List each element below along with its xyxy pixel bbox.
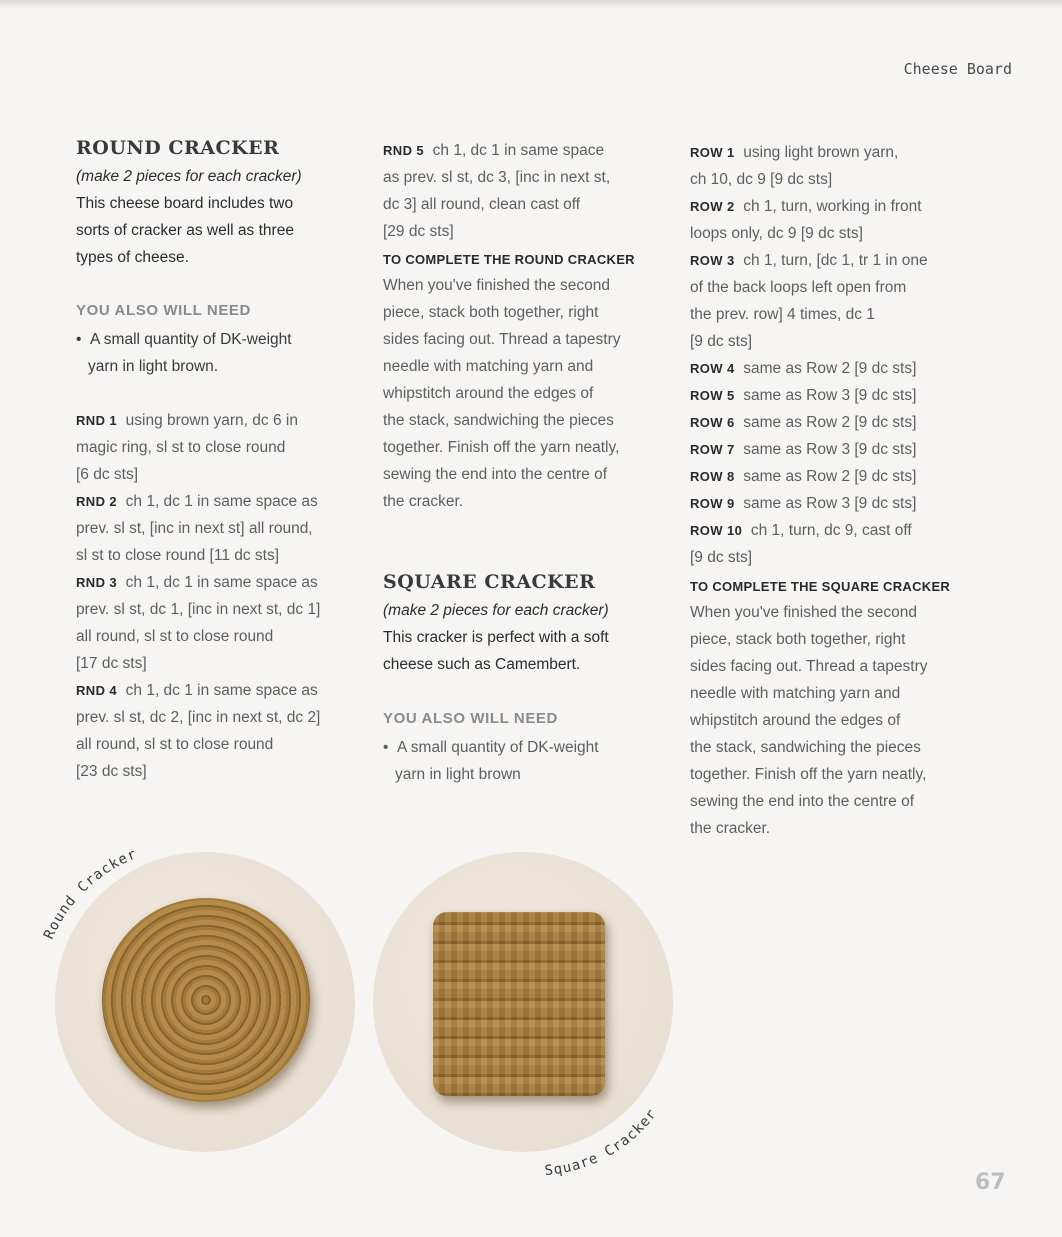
round-need-heading: YOU ALSO WILL NEED <box>76 302 251 319</box>
step-label: ROW 4 <box>690 361 735 376</box>
square-step-2 <box>690 193 922 247</box>
page-number: 67 <box>975 1170 1006 1195</box>
svg-text:Square Cracker <box>544 1106 660 1179</box>
step-text: ch 1, turn, working in front <box>743 198 922 215</box>
step-text: [23 dc sts] <box>76 763 147 780</box>
text-line: the stack, sandwiching the pieces <box>383 412 614 429</box>
step-text: all round, sl st to close round <box>76 736 274 753</box>
text-line: the cracker. <box>690 820 771 837</box>
step-text: ch 1, turn, [dc 1, tr 1 in one <box>743 252 928 269</box>
round-cracker-heading: ROUND CRACKER <box>76 137 280 159</box>
round-cracker-note: (make 2 pieces for each cracker) <box>76 168 302 185</box>
intro-line: This cracker is perfect with a soft <box>383 629 609 646</box>
round-cracker-intro <box>76 163 366 271</box>
round-complete-text <box>383 272 621 515</box>
step-text: loops only, dc 9 [9 dc sts] <box>690 225 863 242</box>
square-cracker-intro <box>383 597 673 678</box>
step-text: [9 dc sts] <box>690 333 753 350</box>
step-label: RND 5 <box>383 143 425 158</box>
step-label: RND 2 <box>76 494 118 509</box>
step-text: same as Row 2 [9 dc sts] <box>743 360 917 377</box>
step-text: prev. sl st, dc 1, [inc in next st, dc 1] <box>76 601 321 618</box>
square-step-10 <box>690 517 912 571</box>
step-text: [17 dc sts] <box>76 655 147 672</box>
step-label: RND 1 <box>76 413 118 428</box>
need-item-line: yarn in light brown. <box>88 358 219 375</box>
round-need-item <box>76 326 366 380</box>
round-step-3 <box>76 569 320 677</box>
step-text: sl st to close round [11 dc sts] <box>76 547 280 564</box>
round-cracker-label-text: Round Cracker <box>40 846 140 942</box>
step-text: ch 1, dc 1 in same space as <box>125 682 318 699</box>
square-cracker-note: (make 2 pieces for each cracker) <box>383 602 609 619</box>
step-text: prev. sl st, [inc in next st] all round, <box>76 520 313 537</box>
round-step-4 <box>76 677 320 785</box>
step-text: ch 1, dc 1 in same space as <box>125 493 318 510</box>
step-text: same as Row 2 [9 dc sts] <box>743 468 917 485</box>
square-need-item <box>383 734 673 788</box>
step-label: ROW 5 <box>690 388 735 403</box>
square-step-6 <box>690 409 916 436</box>
step-text: ch 10, dc 9 [9 dc sts] <box>690 171 833 188</box>
step-label: ROW 8 <box>690 469 735 484</box>
text-line: together. Finish off the yarn neatly, <box>690 766 927 783</box>
need-item-line: A small quantity of DK-weight <box>90 331 292 348</box>
round-complete-heading: TO COMPLETE THE ROUND CRACKER <box>383 252 635 267</box>
square-complete-heading: TO COMPLETE THE SQUARE CRACKER <box>690 579 951 594</box>
need-item-line: A small quantity of DK-weight <box>397 739 599 756</box>
text-line: piece, stack both together, right <box>690 631 906 648</box>
step-text: same as Row 3 [9 dc sts] <box>743 441 917 458</box>
square-cracker-photo <box>433 912 605 1096</box>
step-text: same as Row 3 [9 dc sts] <box>743 387 917 404</box>
intro-line: sorts of cracker as well as three <box>76 222 294 239</box>
page-top-shadow <box>0 0 1062 8</box>
square-complete-text <box>690 599 928 842</box>
text-line: together. Finish off the yarn neatly, <box>383 439 620 456</box>
step-label: ROW 6 <box>690 415 735 430</box>
round-step-1 <box>76 407 298 488</box>
text-line: piece, stack both together, right <box>383 304 599 321</box>
square-step-9 <box>690 490 916 517</box>
step-label: ROW 7 <box>690 442 735 457</box>
step-label: RND 3 <box>76 575 118 590</box>
intro-line: types of cheese. <box>76 249 189 266</box>
step-text: as prev. sl st, dc 3, [inc in next st, <box>383 169 611 186</box>
step-label: ROW 10 <box>690 523 743 538</box>
intro-line: cheese such as Camembert. <box>383 656 581 673</box>
step-text: [6 dc sts] <box>76 466 139 483</box>
square-step-5 <box>690 382 916 409</box>
step-label: ROW 3 <box>690 253 735 268</box>
running-header: Cheese Board <box>903 60 1012 78</box>
step-text: prev. sl st, dc 2, [inc in next st, dc 2] <box>76 709 321 726</box>
step-label: ROW 1 <box>690 145 735 160</box>
bullet: • <box>383 739 389 756</box>
text-line: sides facing out. Thread a tapestry <box>383 331 621 348</box>
square-step-1 <box>690 139 898 193</box>
text-line: the stack, sandwiching the pieces <box>690 739 921 756</box>
need-item-line: yarn in light brown <box>395 766 521 783</box>
square-cracker-label <box>530 1090 680 1190</box>
round-step-2 <box>76 488 318 569</box>
step-text: using brown yarn, dc 6 in <box>125 412 298 429</box>
step-text: ch 1, dc 1 in same space <box>432 142 605 159</box>
step-text: dc 3] all round, clean cast off <box>383 196 581 213</box>
square-step-8 <box>690 463 916 490</box>
step-text: using light brown yarn, <box>743 144 899 161</box>
text-line: needle with matching yarn and <box>690 685 901 702</box>
square-cracker-heading: SQUARE CRACKER <box>383 571 596 593</box>
intro-line: This cheese board includes two <box>76 195 294 212</box>
step-label: ROW 2 <box>690 199 735 214</box>
text-line: sewing the end into the centre of <box>383 466 608 483</box>
svg-text:Round Cracker <box>41 846 140 942</box>
text-line: sewing the end into the centre of <box>690 793 915 810</box>
text-line: whipstitch around the edges of <box>383 385 594 402</box>
step-text: [29 dc sts] <box>383 223 454 240</box>
square-step-4 <box>690 355 916 382</box>
square-cracker-label-text: Square Cracker <box>543 1105 661 1180</box>
step-text: same as Row 3 [9 dc sts] <box>743 495 917 512</box>
step-text: ch 1, turn, dc 9, cast off <box>750 522 912 539</box>
bullet: • <box>76 331 82 348</box>
text-line: whipstitch around the edges of <box>690 712 901 729</box>
square-step-3 <box>690 247 928 355</box>
step-text: magic ring, sl st to close round <box>76 439 286 456</box>
step-text: of the back loops left open from <box>690 279 907 296</box>
text-line: sides facing out. Thread a tapestry <box>690 658 928 675</box>
round-cracker-label <box>30 832 230 962</box>
step-label: ROW 9 <box>690 496 735 511</box>
step-text: [9 dc sts] <box>690 549 753 566</box>
text-line: the cracker. <box>383 493 464 510</box>
step-text: same as Row 2 [9 dc sts] <box>743 414 917 431</box>
step-text: the prev. row] 4 times, dc 1 <box>690 306 875 323</box>
step-label: RND 4 <box>76 683 118 698</box>
square-need-heading: YOU ALSO WILL NEED <box>383 710 558 727</box>
step-text: all round, sl st to close round <box>76 628 274 645</box>
text-line: When you've finished the second <box>383 277 610 294</box>
text-line: needle with matching yarn and <box>383 358 594 375</box>
square-step-7 <box>690 436 916 463</box>
round-step-5 <box>383 137 610 245</box>
step-text: ch 1, dc 1 in same space as <box>125 574 318 591</box>
text-line: When you've finished the second <box>690 604 917 621</box>
